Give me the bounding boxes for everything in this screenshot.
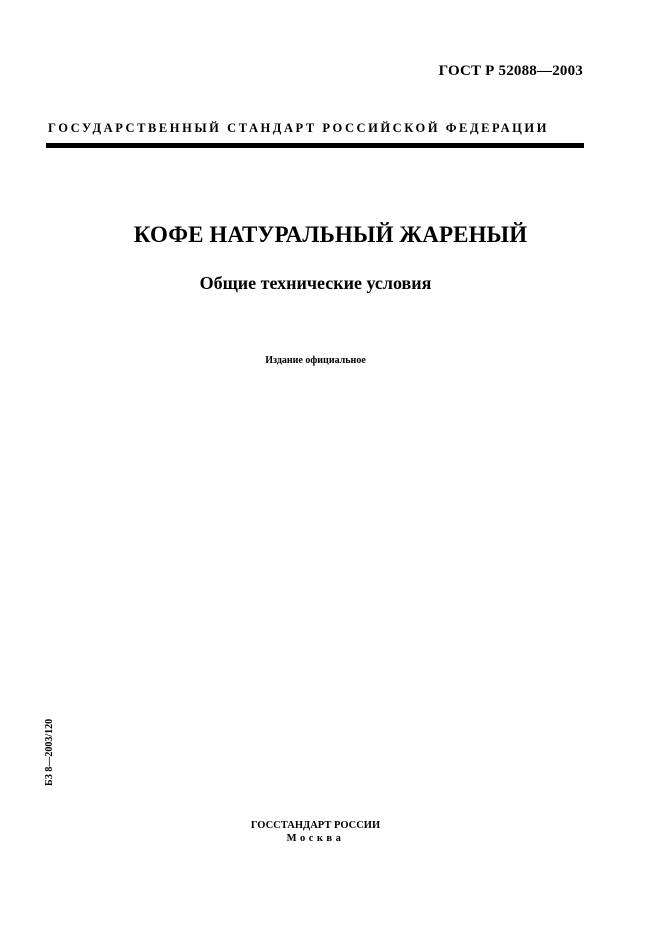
document-title: КОФЕ НАТУРАЛЬНЫЙ ЖАРЕНЫЙ	[133, 222, 528, 247]
edition-note: Издание официальное	[265, 355, 366, 366]
publisher-city: Москва	[286, 833, 345, 844]
header-divider	[46, 143, 584, 148]
publisher-name: ГОССТАНДАРТ РОССИИ	[250, 820, 381, 831]
state-standard-heading: ГОСУДАРСТВЕННЫЙ СТАНДАРТ РОССИЙСКОЙ ФЕДЕРАЦИИ	[48, 121, 549, 135]
side-print-code: БЗ 8—2003/120	[44, 718, 55, 786]
document-subtitle: Общие технические условия	[199, 273, 432, 293]
standard-number: ГОСТ Р 52088—2003	[438, 63, 583, 79]
